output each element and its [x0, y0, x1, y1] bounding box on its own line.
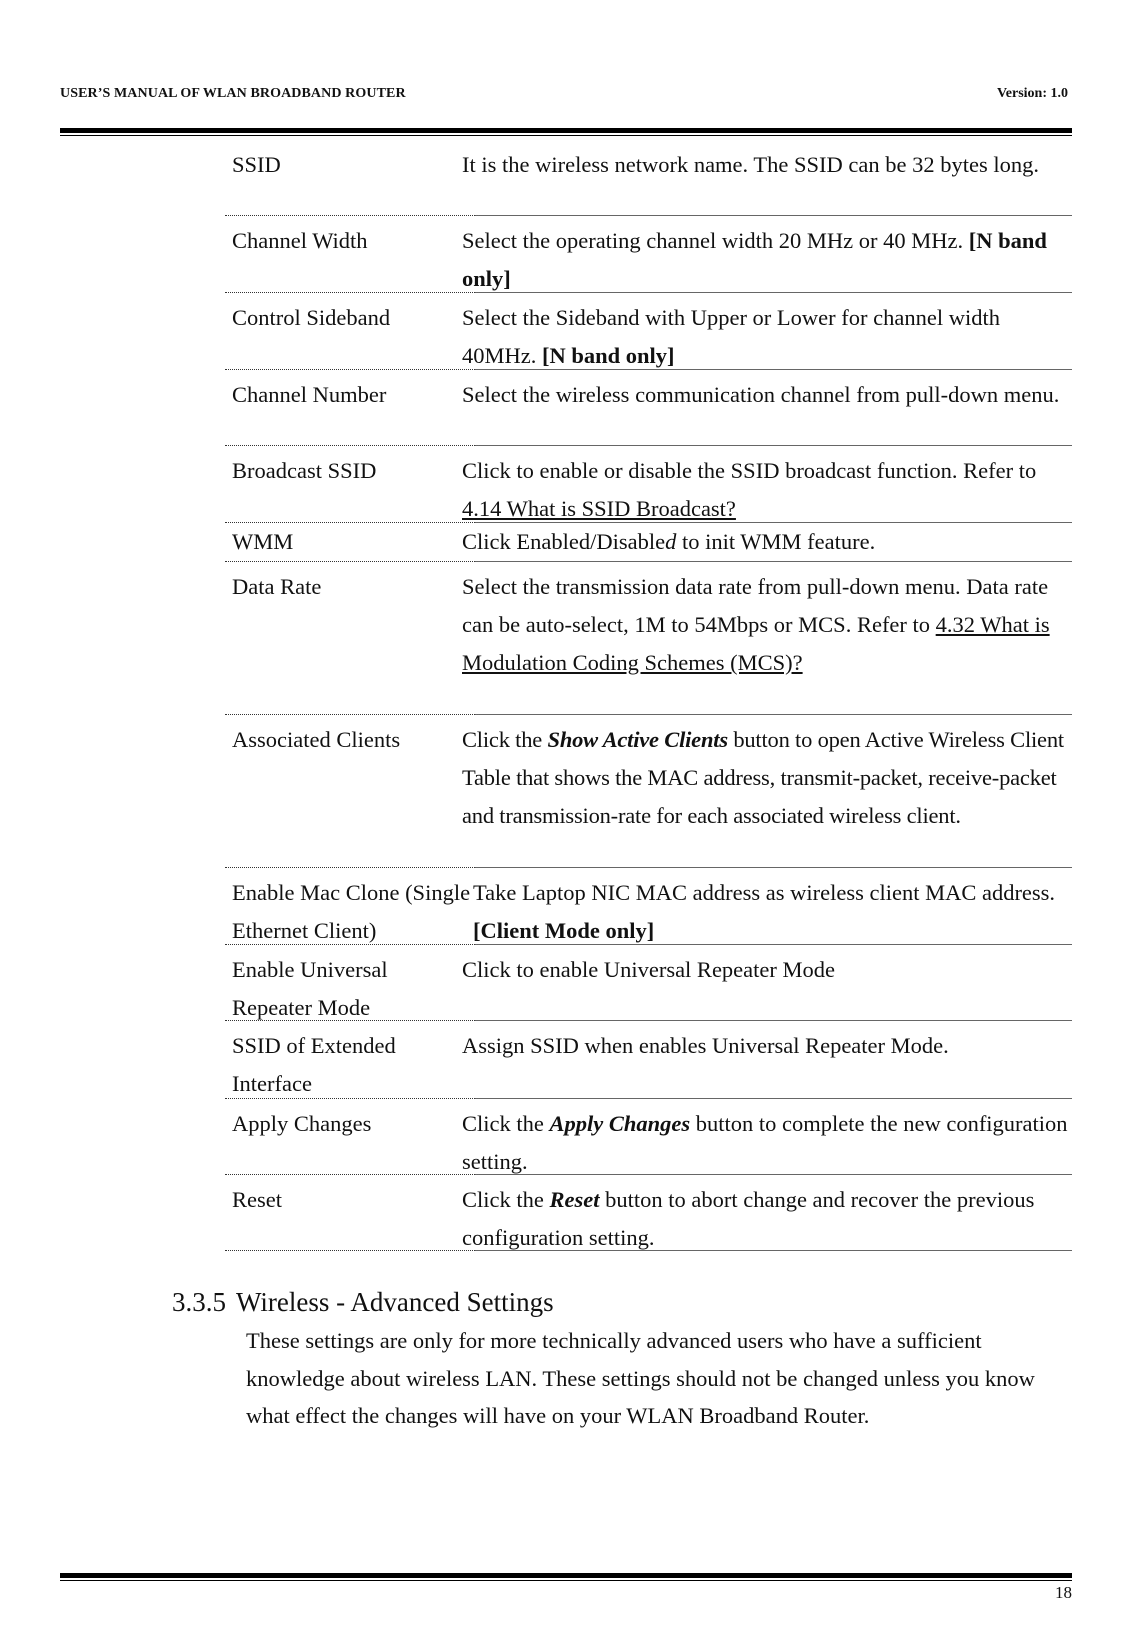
- param-name: Channel Width: [232, 228, 368, 253]
- param-desc: Click to enable or disable the SSID broadcast function. Refer to 4.14 What is SSID Broadcast?: [462, 458, 1037, 521]
- param-desc: Assign SSID when enables Universal Repeater Mode.: [462, 1033, 949, 1058]
- table-row: [225, 446, 1072, 523]
- table-row: [225, 140, 1072, 216]
- param-name: Broadcast SSID: [232, 458, 377, 483]
- table-row: [225, 370, 1072, 446]
- link-mcs[interactable]: 4.32 What is Modulation Coding Schemes (MCS)?: [462, 612, 1050, 675]
- param-name: Control Sideband: [232, 305, 391, 330]
- param-desc: Click Enabled/Disabled to init WMM feature.: [462, 529, 876, 554]
- param-name: Enable Mac Clone (Single Ethernet Client): [232, 880, 471, 943]
- header-version: Version: 1.0: [996, 86, 1068, 101]
- table-row: [225, 293, 1072, 370]
- param-name: Associated Clients: [232, 727, 401, 752]
- param-name: Apply Changes: [232, 1111, 372, 1136]
- footer-rule-thin: [60, 1580, 1072, 1581]
- param-desc: Click to enable Universal Repeater Mode: [462, 957, 835, 982]
- param-desc: Select the Sideband with Upper or Lower for channel width 40MHz. [N band only]: [462, 305, 1000, 368]
- table-row: [225, 216, 1072, 293]
- table-row: [225, 1099, 1072, 1175]
- param-desc: Click the Apply Changes button to complete the new configuration setting.: [462, 1111, 1068, 1174]
- param-desc: Select the operating channel width 20 MHz or 40 MHz. [N band only]: [462, 228, 1047, 291]
- param-desc: Click the Show Active Clients button to open Active Wireless Client Table that shows the MAC address, transmit-packet, receive-packet and transmission-rate for each associated wireless client.: [462, 727, 1064, 828]
- param-name: Enable Universal Repeater Mode: [232, 957, 388, 1020]
- footer-rule: [60, 1573, 1072, 1578]
- param-name: Data Rate: [232, 574, 322, 599]
- parameter-table: [225, 140, 1072, 1251]
- table-row: [225, 715, 1072, 868]
- header-title: USER’S MANUAL OF WLAN BROADBAND ROUTER: [60, 86, 406, 101]
- param-name: Channel Number: [232, 382, 387, 407]
- param-desc: Select the transmission data rate from pull-down menu. Data rate can be auto-select, 1M to 54Mbps or MCS. Refer to 4.32 What is Modulation Coding Schemes (MCS)?: [462, 574, 1050, 675]
- page-number: 18: [1055, 1583, 1072, 1602]
- param-name: SSID of Extended Interface: [232, 1033, 396, 1096]
- param-desc: It is the wireless network name. The SSID can be 32 bytes long.: [462, 152, 1039, 177]
- table-row: [225, 945, 1072, 1021]
- param-name: SSID: [232, 152, 281, 177]
- header-rule: [60, 128, 1072, 133]
- link-ssid-broadcast[interactable]: 4.14 What is SSID Broadcast?: [462, 496, 736, 521]
- param-desc: Take Laptop NIC MAC address as wireless client MAC address. [Client Mode only]: [473, 880, 1056, 943]
- table-row: [225, 1175, 1072, 1251]
- section-heading: [172, 1287, 554, 1318]
- table-row: [225, 523, 1072, 562]
- table-row: [225, 1021, 1072, 1099]
- table-row: [225, 562, 1072, 715]
- section-title: Wireless - Advanced Settings: [236, 1287, 554, 1317]
- section-body: These settings are only for more technically advanced users who have a sufficient knowledge about wireless LAN. These settings should not be changed unless you know what effect the changes will have on your WLAN Broadband Router.: [246, 1328, 1035, 1428]
- param-name: WMM: [232, 529, 294, 554]
- param-desc: Select the wireless communication channel from pull-down menu.: [462, 382, 1060, 407]
- header-rule-thin: [60, 135, 1072, 136]
- param-name: Reset: [232, 1187, 282, 1212]
- table-row: [225, 868, 1072, 945]
- section-number: 3.3.5: [172, 1287, 226, 1317]
- param-desc: Click the Reset button to abort change and recover the previous configuration setting.: [462, 1187, 1035, 1250]
